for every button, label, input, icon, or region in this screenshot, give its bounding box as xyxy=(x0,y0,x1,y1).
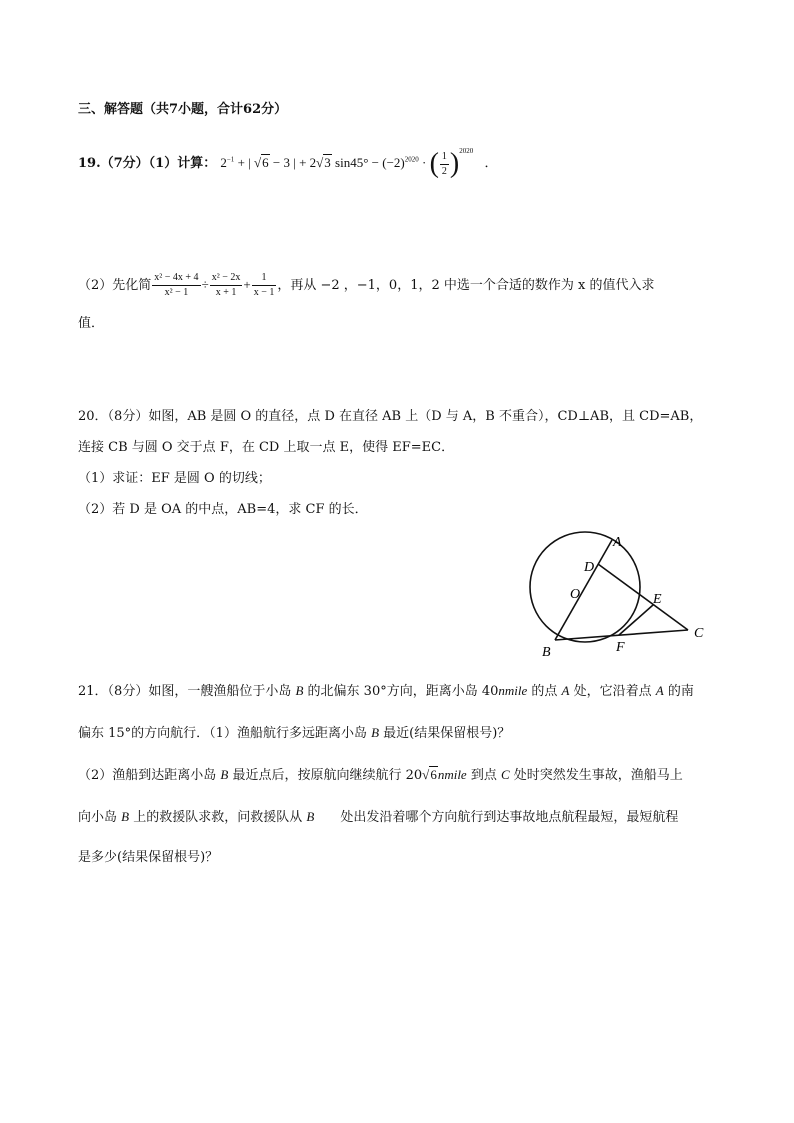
q20-line1: 20．（8分）如图，AB 是圆 O 的直径，点 D 在直径 AB 上（D 与 A，B 不重合），CD⊥AB，且 CD=AB， xyxy=(78,409,703,424)
expr-term: + | xyxy=(237,155,254,170)
q20-line2: 连接 CB 与圆 O 交于点 F，在 CD 上取一点 E，使得 EF=EC． xyxy=(78,440,455,455)
divide-sign: ÷ xyxy=(201,277,209,292)
circle-geometry-figure xyxy=(520,530,720,665)
label-o: O xyxy=(570,587,581,602)
part2-suffix: ，再从 −2 ，−1，0，1，2 中选一个合适的数作为 x 的值代入求 xyxy=(277,278,655,293)
q19-end: ． xyxy=(484,156,498,171)
expr-sup: 2020 xyxy=(459,147,474,155)
q21-line3: （2）渔船到达距离小岛 B 最近点后，按原航向继续航行 20√6nmile 到点 C 处时突然发生事故，渔船马上 xyxy=(78,767,683,783)
fraction-1: $\frac{\text{x² − 4x + 4}}{\text{x² − 1}}$ xyxy=(154,272,199,298)
q21-line5: 是多少(结果保留根号)？ xyxy=(78,850,219,865)
q19-part1 xyxy=(78,138,498,180)
expr-sup: 2020 xyxy=(404,155,419,164)
diameter-ab xyxy=(555,540,612,640)
fraction-3: $\frac{1}{x - 1}$ xyxy=(253,272,275,298)
label-f: F xyxy=(616,640,625,655)
q19-part2-line2: 值． xyxy=(78,316,105,331)
label-e: E xyxy=(653,592,662,607)
q21-line1: 21．（8分）如图，一艘渔船位于小岛 B 的北偏东 30°方向，距离小岛 40nmile 的点 A 处，它沿着点 A 的南 xyxy=(78,683,694,699)
radicand: 3 xyxy=(324,155,331,170)
part2-prefix: （2）先化简 xyxy=(78,278,152,293)
expr-term: 2 xyxy=(220,155,227,170)
q19-part2 xyxy=(78,272,654,298)
label-a: A xyxy=(613,535,622,550)
expr-fraction: $\frac{1}{2}$ xyxy=(441,150,447,177)
section-title: 三、解答题（共7小题，合计62分） xyxy=(78,102,288,117)
expr-sup: −1 xyxy=(226,155,235,164)
radicand: 6 xyxy=(262,155,269,170)
label-d: D xyxy=(584,560,595,575)
label-c: C xyxy=(694,626,704,641)
plus-sign: + xyxy=(243,277,251,292)
q21-line4: 向小岛 B 上的救援队求救，问救援队从 B 处出发沿着哪个方向航行到达事故地点航程最短，最短航程 xyxy=(78,809,679,825)
q20-line3: （1）求证：EF 是圆 O 的切线； xyxy=(78,471,271,486)
q20-line4: （2）若 D 是 OA 的中点，AB=4，求 CF 的长． xyxy=(78,502,368,517)
expr-dot: · xyxy=(418,155,430,170)
expr-term: sin45° − (−2) xyxy=(331,155,405,170)
segment-cd xyxy=(598,564,688,630)
fraction-2: $\frac{\text{x² − 2x}}{x + 1}$ xyxy=(211,272,241,298)
q21-line2: 偏东 15°的方向航行．（1）渔船航行多远距离小岛 B 最近(结果保留根号)？ xyxy=(78,725,511,741)
label-b: B xyxy=(542,645,551,660)
expr-term: − 3 | + 2 xyxy=(269,155,317,170)
segment-cb xyxy=(555,630,688,640)
q19-expression: $2^{-1}$ + | √6 − 3 | + 2√3 $\sin 45^\circ - (-2)^{2020}$ · ( $\frac{1}{2}$ )$^{2020}$ xyxy=(220,147,474,180)
q19-label: 19.（7分）（1）计算： xyxy=(78,156,217,171)
